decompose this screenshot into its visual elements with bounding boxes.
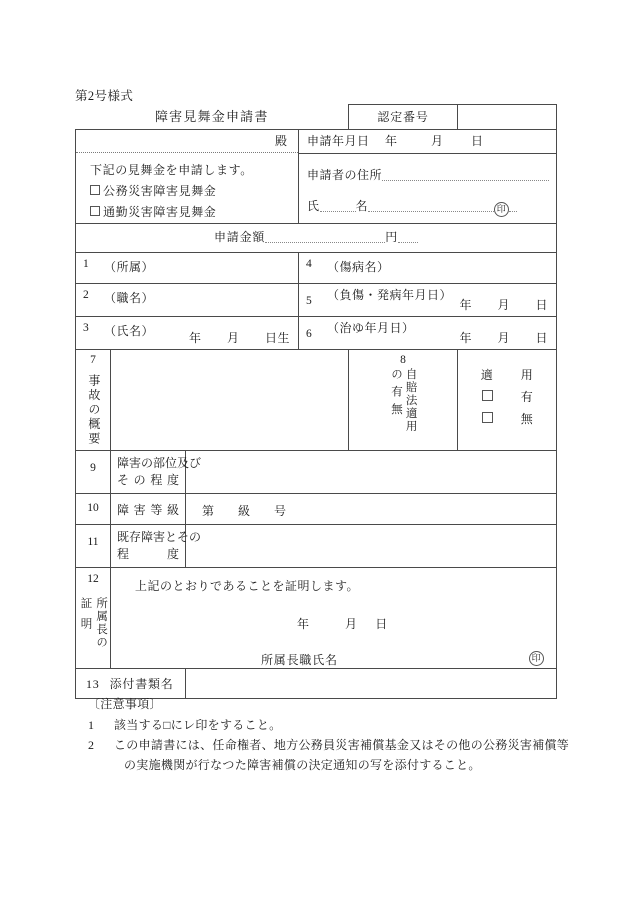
field-6-month: 月 xyxy=(497,330,511,345)
field-7-label-cell xyxy=(76,349,111,450)
apply-date-month: 月 xyxy=(431,134,444,148)
approval-no-value xyxy=(458,105,556,129)
applicant-info-cell[interactable] xyxy=(299,154,557,224)
row-11 xyxy=(76,524,557,567)
field-10-dai: 第 xyxy=(202,503,215,518)
addressee-cell xyxy=(76,130,299,154)
field-11-input-cell[interactable] xyxy=(186,524,557,567)
row-12 xyxy=(76,567,557,668)
field-10-label: 障害等級 xyxy=(117,502,179,517)
row-10 xyxy=(76,493,557,524)
checkbox-icon-1[interactable] xyxy=(90,185,100,195)
row-2-5 xyxy=(76,283,557,316)
applicant-name-label-1: 氏 xyxy=(307,199,320,213)
field-5-day: 日 xyxy=(535,297,549,312)
field-7-label-wrap xyxy=(76,366,110,447)
field-8-label-wrap xyxy=(349,366,457,433)
field-9-label xyxy=(111,451,202,493)
field-5-number: 5 xyxy=(306,294,312,307)
field-8-option-1-label: 有 xyxy=(520,389,534,404)
checkbox-icon-2[interactable] xyxy=(90,206,100,216)
field-3-month: 月 xyxy=(226,330,240,345)
field-9-label-cell xyxy=(111,450,202,493)
checkbox-label-2: 通勤災害障害見舞金 xyxy=(103,204,217,219)
row-7-8 xyxy=(76,349,557,450)
name-gap-dots xyxy=(320,198,356,212)
apply-date-day: 日 xyxy=(471,134,484,148)
field-8-label-left: 自賠法適用 xyxy=(404,367,417,433)
note-text-block xyxy=(114,735,588,775)
field-12-label-right: 証明 xyxy=(79,596,92,638)
field-12-number: 12 xyxy=(87,572,99,585)
name-tail-dots xyxy=(509,198,517,212)
form-number: 第2号様式 xyxy=(75,89,134,103)
row-1-4 xyxy=(76,252,557,283)
certify-signer-row[interactable] xyxy=(111,632,556,668)
field-7-number: 7 xyxy=(90,353,96,366)
field-3-year: 年 xyxy=(188,330,202,345)
field-10-number-cell xyxy=(76,493,111,524)
field-9-number: 9 xyxy=(90,461,96,474)
form-title: 障害見舞金申請書 xyxy=(154,108,269,124)
field-13-number: 13 xyxy=(86,676,100,691)
apply-date-cell[interactable] xyxy=(299,130,557,154)
field-7-input-cell[interactable] xyxy=(111,349,349,450)
certify-year: 年 xyxy=(296,616,310,631)
field-4-number: 4 xyxy=(306,257,312,270)
apply-date-label: 申請年月日 xyxy=(307,134,370,148)
field-5-cell[interactable] xyxy=(299,283,557,316)
note-text: 該当する□にレ印をすること。 xyxy=(114,718,282,732)
amount-cell[interactable] xyxy=(76,223,557,252)
title-row xyxy=(76,105,557,130)
field-3-day: 日生 xyxy=(264,330,290,345)
note-text-continuation: の実施機関が行なつた障害補償の決定通知の写を添付すること。 xyxy=(124,758,481,772)
addressee-dono: 殿 xyxy=(76,130,298,153)
field-4-label: （傷病名） xyxy=(327,259,390,274)
statement-cell xyxy=(76,154,299,224)
amount-input[interactable] xyxy=(265,229,385,243)
approval-no-label-cell xyxy=(349,105,458,130)
applicant-address-label: 申請者の住所 xyxy=(307,168,383,182)
field-8-option-2-label: 無 xyxy=(520,411,534,426)
field-2-cell[interactable] xyxy=(76,283,299,316)
applicant-name-input[interactable] xyxy=(368,198,494,212)
field-8-label-cell xyxy=(349,349,458,450)
field-6-cell[interactable] xyxy=(299,316,557,349)
seal-icon: 印 xyxy=(494,202,509,217)
checkbox-icon-yes[interactable] xyxy=(482,390,493,401)
notes-section xyxy=(88,694,588,775)
certify-date-row[interactable] xyxy=(111,594,556,632)
certify-signer-label: 所属長職氏名 xyxy=(261,652,338,667)
field-4-cell[interactable] xyxy=(299,252,557,283)
applicant-address-row[interactable] xyxy=(299,154,556,186)
row-9 xyxy=(76,450,557,493)
row-3-6 xyxy=(76,316,557,349)
field-8-options-cell[interactable] xyxy=(458,349,557,450)
note-number: 1 xyxy=(88,718,95,732)
field-2-number: 2 xyxy=(83,288,89,301)
amount-tail-dots xyxy=(398,229,418,243)
dono-date-row xyxy=(76,130,557,154)
field-13-label: 添付書類名 xyxy=(109,676,174,691)
field-3-cell[interactable] xyxy=(76,316,299,349)
field-8-option-2[interactable] xyxy=(458,408,556,430)
field-10-input-cell[interactable] xyxy=(186,493,557,524)
field-3-birthdate[interactable] xyxy=(189,329,290,346)
field-9-label-line2: その程度 xyxy=(117,472,179,487)
signer-seal-icon: 印 xyxy=(529,651,544,666)
statement-text: 下記の見舞金を申請します。 xyxy=(90,162,253,177)
checkbox-option-1[interactable] xyxy=(76,181,298,202)
amount-label: 申請金額 xyxy=(214,229,266,244)
applicant-name-row[interactable] xyxy=(299,186,556,217)
field-5-label: （負傷・発病年月日） xyxy=(327,287,453,302)
approval-no-label: 認定番号 xyxy=(377,110,429,124)
field-8-checkbox-1[interactable] xyxy=(467,386,507,408)
field-5-date[interactable] xyxy=(460,296,549,313)
note-number: 2 xyxy=(88,738,95,752)
field-8-options xyxy=(458,350,556,430)
certify-month: 月 xyxy=(344,616,358,631)
field-10-number: 10 xyxy=(87,501,99,514)
field-6-date[interactable] xyxy=(460,329,549,346)
field-10-value-row xyxy=(186,494,556,519)
field-7-label: 事故の概要 xyxy=(86,373,101,446)
field-12-label-left: 所属長の xyxy=(95,596,108,649)
field-2-label: （職名） xyxy=(104,290,155,305)
field-6-year: 年 xyxy=(459,330,473,345)
field-11-number-cell xyxy=(76,524,111,567)
field-5-month: 月 xyxy=(497,297,511,312)
field-8-option-1[interactable] xyxy=(458,386,556,408)
amount-unit: 円 xyxy=(385,229,399,244)
apply-date-row xyxy=(299,130,556,153)
field-6-label: （治ゆ年月日） xyxy=(327,320,415,335)
field-12-content-cell[interactable] xyxy=(111,567,557,668)
field-9-input-cell[interactable] xyxy=(186,450,557,493)
field-10-label-cell xyxy=(111,493,186,524)
field-10-kyu: 級 xyxy=(238,503,251,518)
field-12-label-cell xyxy=(76,567,111,668)
field-3-number: 3 xyxy=(83,321,89,334)
note-text: この申請書には、任命権者、地方公務員災害補償基金又はその他の公務災害補償等 xyxy=(114,738,570,752)
field-1-number: 1 xyxy=(83,257,89,270)
field-8-checkbox-2[interactable] xyxy=(467,408,507,430)
field-6-number: 6 xyxy=(306,327,312,340)
certify-text: 上記のとおりであることを証明します。 xyxy=(135,578,360,593)
field-12-label-wrap xyxy=(76,585,110,649)
statement-applicant-row xyxy=(76,154,557,224)
applicant-address-input[interactable] xyxy=(382,167,549,181)
field-3-label: （氏名） xyxy=(104,323,155,338)
field-1-label: （所属） xyxy=(104,259,155,274)
apply-date-year: 年 xyxy=(385,134,398,148)
field-11-label xyxy=(111,525,202,567)
field-9-label-line1: 障害の部位及び xyxy=(117,455,202,470)
field-9-number-cell xyxy=(76,450,111,493)
field-8-label-right: の有無 xyxy=(390,367,403,420)
field-8-option-head xyxy=(458,364,556,386)
field-1-cell[interactable] xyxy=(76,252,299,283)
field-10-label-wrap xyxy=(111,494,185,523)
checkbox-icon-no[interactable] xyxy=(482,412,493,423)
field-6-day: 日 xyxy=(535,330,549,345)
note-item xyxy=(88,715,588,735)
applicant-name-label-2: 名 xyxy=(355,199,369,213)
certify-day: 日 xyxy=(375,616,388,631)
field-11-number: 11 xyxy=(87,535,99,548)
checkbox-label-1: 公務災害障害見舞金 xyxy=(103,183,217,198)
field-11-label-line2: 程度 xyxy=(117,546,179,561)
amount-line xyxy=(76,224,556,250)
note-item xyxy=(88,735,588,775)
amount-row xyxy=(76,223,557,252)
field-11-label-line1: 既存障害とその xyxy=(117,529,202,544)
approval-no-value-cell[interactable] xyxy=(458,105,557,130)
field-8-number: 8 xyxy=(400,353,406,366)
field-5-year: 年 xyxy=(459,297,473,312)
checkbox-option-2[interactable] xyxy=(76,202,298,223)
form-title-cell xyxy=(76,105,349,130)
field-8-head-left: 適 xyxy=(480,367,494,382)
field-11-label-cell xyxy=(111,524,202,567)
application-form-table xyxy=(75,104,557,699)
notes-heading: 〔注意事項〕 xyxy=(88,697,162,711)
field-8-head-right: 用 xyxy=(520,367,534,382)
field-10-go: 号 xyxy=(274,503,287,518)
